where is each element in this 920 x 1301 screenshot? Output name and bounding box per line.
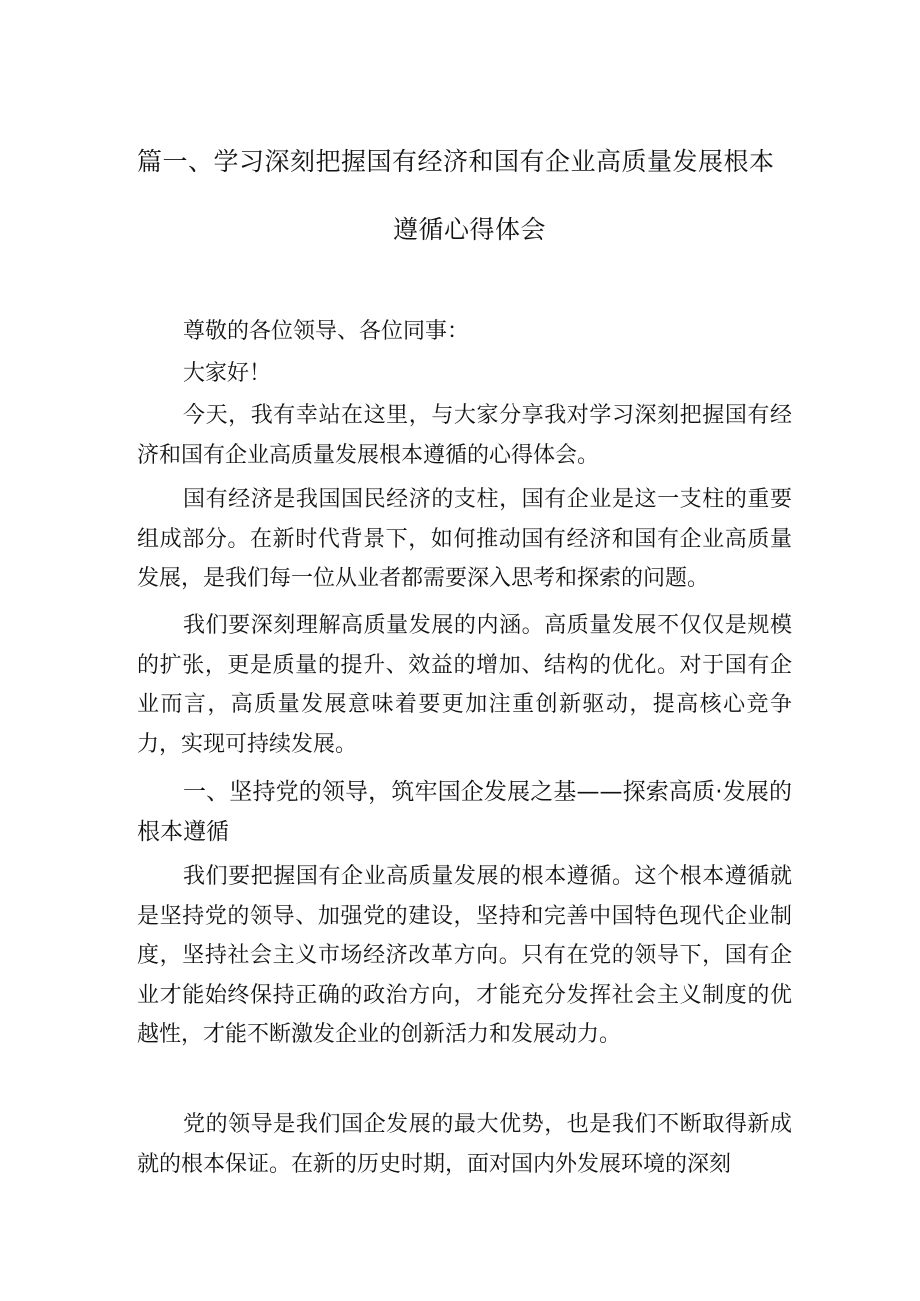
section-heading: 一、坚持党的领导，筑牢国企发展之基——探索高质·发展的根本遵循 bbox=[137, 779, 792, 845]
document-title-line-1: 篇一、学习深刻把握国有经济和国有企业高质量发展根本 bbox=[137, 147, 775, 176]
document-title-line-2: 遵循心得体会 bbox=[393, 215, 547, 244]
paragraph-intro: 今天，我有幸站在这里，与大家分享我对学习深刻把握国有经济和国有企业高质量发展根本遵循的心得体会。 bbox=[137, 403, 792, 468]
greeting: 大家好！ bbox=[183, 361, 272, 386]
paragraph-state-economy: 国有经济是我国国民经济的支柱，国有企业是这一支柱的重要组成部分。在新时代背景下，如何推动国有经济和国有企业高质量发展，是我们每一位从业者都需要深入思考和探索的问题。 bbox=[137, 487, 792, 591]
salutation: 尊敬的各位领导、各位同事： bbox=[183, 319, 470, 344]
paragraph-party-leadership: 党的领导是我们国企发展的最大优势，也是我们不断取得新成就的根本保证。在新的历史时期，面对国内外发展环境的深刻 bbox=[137, 1112, 792, 1177]
paragraph-fundamental-principle: 我们要把握国有企业高质量发展的根本遵循。这个根本遵循就是坚持党的领导、加强党的建设，坚持和完善中国特色现代企业制度，坚持社会主义市场经济改革方向。只有在党的领导下，国有企业才能始终保持正确的政治方向，才能充分发挥社会主义制度的优越性，才能不断激发企业的创新活力和发展动力。 bbox=[137, 864, 792, 1047]
paragraph-high-quality-development: 我们要深刻理解高质量发展的内涵。高质量发展不仅仅是规模的扩张，更是质量的提升、效益的增加、结构的优化。对于国有企业而言，高质量发展意味着要更加注重创新驱动，提高核心竞争力，实现可持续发展。 bbox=[137, 613, 792, 757]
